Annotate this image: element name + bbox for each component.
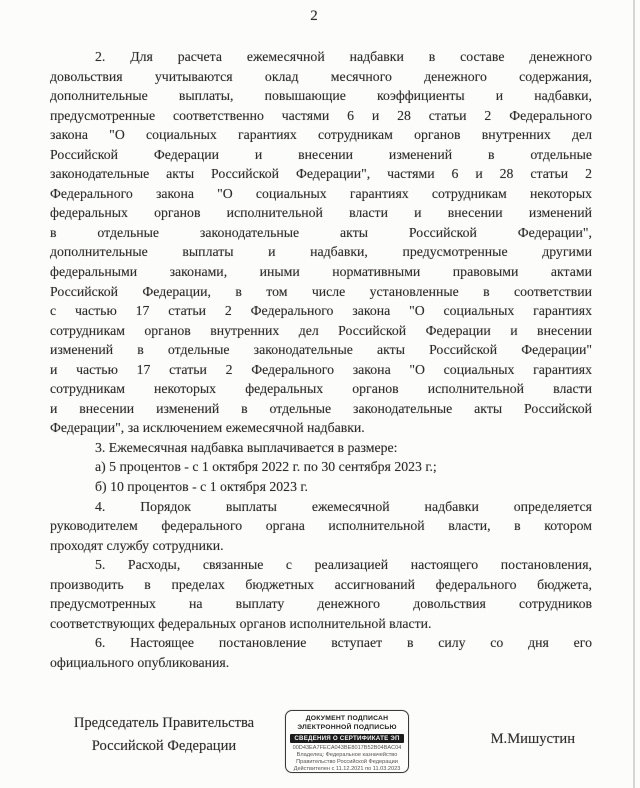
document-line: федеральными законами, иными нормативными правовыми актами [50, 264, 592, 280]
document-line: закона "О социальных гарантиях сотрудникам органов внутренних дел [50, 127, 592, 143]
document-line: 5. Расходы, связанные с реализацией настоящего постановления, [95, 557, 592, 573]
document-line: сотрудникам органов внутренних дел Российской Федерации и внесении [50, 322, 592, 338]
document-line: 2. Для расчета ежемесячной надбавки в составе денежного [95, 49, 592, 64]
document-line: с частью 17 статьи 2 Федерального закона "О социальных гарантиях [50, 303, 592, 319]
scan-edge-line [633, 0, 635, 788]
signatory-name: М.Мишустин [490, 731, 575, 747]
document-line: руководителем федерального органа исполнительной власти, в котором [50, 518, 592, 534]
document-line: в отдельные законодательные акты Российской Федерации", [50, 224, 592, 240]
document-line: довольствия учитываются оклад месячного денежного содержания, [50, 68, 592, 84]
signatory-title-line-2: Российской Федерации [91, 737, 237, 754]
document-line: официального опубликования. [50, 654, 230, 670]
document-line: сотрудникам некоторых федеральных органов исполнительной власти [50, 381, 592, 397]
document-line: и внесении изменений в отдельные законодательные акты Российской [50, 400, 592, 416]
document-line: дополнительные выплаты, повышающие коэффициенты и надбавки, [50, 88, 592, 104]
document-line: б) 10 процентов - с 1 октября 2023 г. [95, 479, 308, 495]
document-line: 3. Ежемесячная надбавка выплачивается в размере: [95, 439, 398, 455]
stamp-fine-print-line: Действителен с 11.12.2021 по 11.03.2023 [293, 765, 401, 772]
document-line: федеральных органов исполнительной власти и внесении изменений [50, 205, 592, 221]
document-line: 4. Порядок выплаты ежемесячной надбавки определяется [95, 498, 592, 514]
document-line: дополнительные выплаты и надбавки, предусмотренные другими [50, 244, 592, 260]
document-line: предусмотренных на выплату денежного довольствия сотрудников [50, 596, 592, 612]
document-line: Российской Федерации, в том числе установленные в соответствии [50, 283, 592, 299]
stamp-header-line-1: ДОКУМЕНТ ПОДПИСАН [305, 715, 389, 722]
signatory-title [68, 712, 260, 757]
document-line: законодательные акты Российской Федерации", частями 6 и 28 статьи 2 [50, 166, 592, 182]
document-line: Федерации", за исключением ежемесячной надбавки. [50, 420, 365, 436]
document-line: Российской Федерации и внесении изменений в отдельные [50, 146, 592, 162]
document-line: Федерального закона "О социальных гарантиях сотрудникам некоторых [50, 185, 592, 201]
stamp-fine-print-line: Правительство Российской Федерации [296, 759, 398, 765]
document-line: изменений в отдельные законодательные акты Российской Федерации" [50, 342, 592, 358]
page-number: 2 [310, 8, 318, 24]
document-line: предусмотренные соответственно частями 6 и 28 статьи 2 Федерального [50, 107, 592, 123]
document-body [50, 47, 592, 673]
stamp-fine-print [290, 745, 404, 773]
stamp-fine-print-line: 00D43EA7FECA043BE8017B52B04BAC04 [292, 745, 402, 752]
document-line: производить в пределах бюджетных ассигнований федерального бюджета, [50, 576, 592, 592]
signatory-title-line-1: Председатель Правительства [73, 715, 255, 731]
stamp-header-line-2: ЭЛЕКТРОННОЙ ПОДПИСЬЮ [297, 723, 397, 731]
document-line: и частью 17 статьи 2 Федерального закона "О социальных гарантиях [50, 361, 592, 377]
document-line: проходят службу сотрудники. [50, 537, 224, 553]
esignature-stamp [285, 710, 409, 773]
stamp-certificate-bar: СВЕДЕНИЯ О СЕРТИФИКАТЕ ЭП [290, 734, 404, 743]
document-line: соответствующих федеральных органов исполнительной власти. [50, 615, 432, 631]
document-line: а) 5 процентов - с 1 октября 2022 г. по 30 сентября 2023 г.; [95, 459, 437, 475]
document-line: 6. Настоящее постановление вступает в силу со дня его [95, 635, 592, 651]
stamp-fine-print-line: Владелец: Федеральное казначейство [296, 752, 398, 759]
